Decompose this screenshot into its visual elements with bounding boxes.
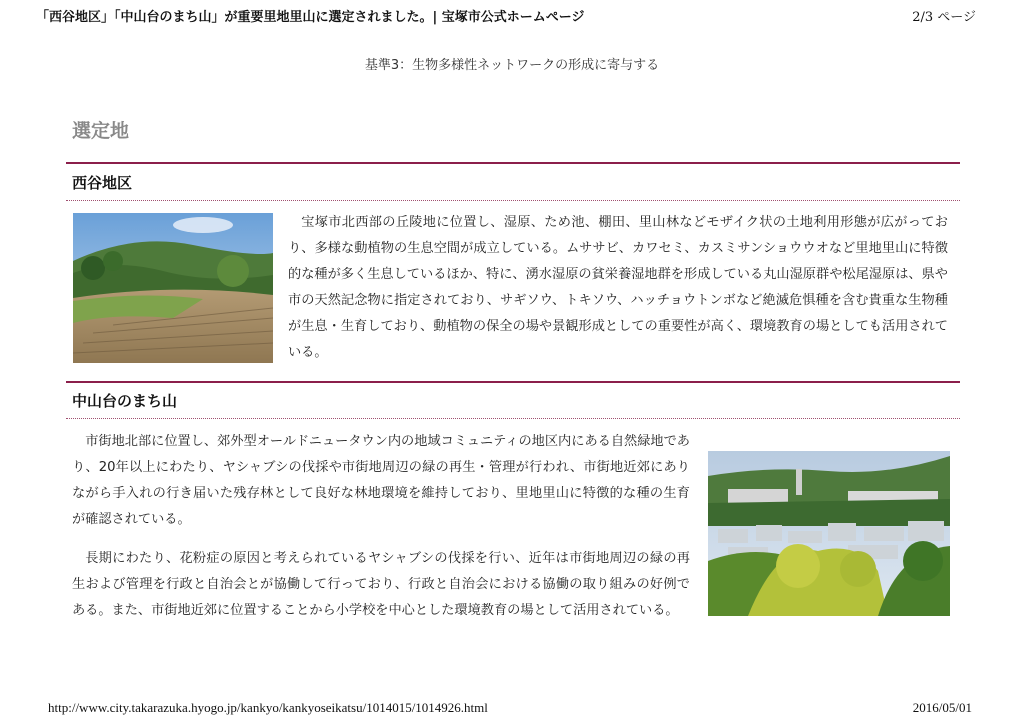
area-title-nakayamadai: 中山台のまち山 — [72, 392, 178, 410]
section-rule — [66, 162, 960, 164]
print-header — [36, 6, 976, 25]
criterion-text: 基準3：生物多様性ネットワークの形成に寄与する — [364, 58, 660, 73]
print-footer — [48, 700, 972, 716]
nishitani-photo — [73, 213, 273, 363]
print-header-title: 「西谷地区」「中山台のまち山」が重要里地里山に選定されました。| 宝塚市公式ホームページ — [36, 10, 585, 25]
footer-date: 2016/05/01 — [912, 700, 972, 715]
section-rule — [66, 381, 960, 383]
footer-url: http://www.city.takarazuka.hyogo.jp/kankyo/kankyoseikatsu/1014015/1014926.html — [48, 700, 488, 715]
area-title-nishitani: 西谷地区 — [72, 174, 133, 192]
dotted-divider — [66, 418, 960, 419]
nakayamadai-photo — [708, 451, 950, 616]
nakayamadai-paragraph-1: 市街地北部に位置し、郊外型オールドニュータウン内の地域コミュニティの地区内にある自然緑地であり、20年以上にわたり、ヤシャブシの伐採や市街地周辺の緑の再生・管理が行われ、市街地近郊にありながら手入れの行き届いた残存林として良好な林地環境を維持しており、里地里山に特徴的な種の生育が確認されている。 — [72, 434, 690, 527]
section-title: 選定地 — [72, 120, 130, 142]
nakayamadai-paragraph-2: 長期にわたり、花粉症の原因と考えられているヤシャブシの伐採を行い、近年は市街地周辺の緑の再生および管理を行政と自治会とが協働して行っており、行政と自治会における協働の取り組みの好例である。また、市街地近郊に位置することから小学校を中心とした環境教育の場として活用されている。 — [72, 551, 690, 618]
nishitani-description: 宝塚市北西部の丘陵地に位置し、湿原、ため池、棚田、里山林などモザイク状の土地利用形態が広がっており、多様な動植物の生息空間が成立している。ムササビ、カワセミ、カスミサンショウウオなど里地里山に特徴的な種が多く生息しているほか、特に、湧水湿原の貧栄養湿地群を形成している丸山湿原群や松尾湿原は、県や市の天然記念物に指定されており、サギソウ、トキソウ、ハッチョウトンボなど絶滅危惧種を含む貴重な生物種が生息・生育しており、動植物の保全の場や景観形成としての重要性が高く、環境教育の場としても活用されている。 — [288, 215, 948, 360]
dotted-divider — [66, 200, 960, 201]
print-page-number: 2/3 ページ — [912, 10, 976, 25]
